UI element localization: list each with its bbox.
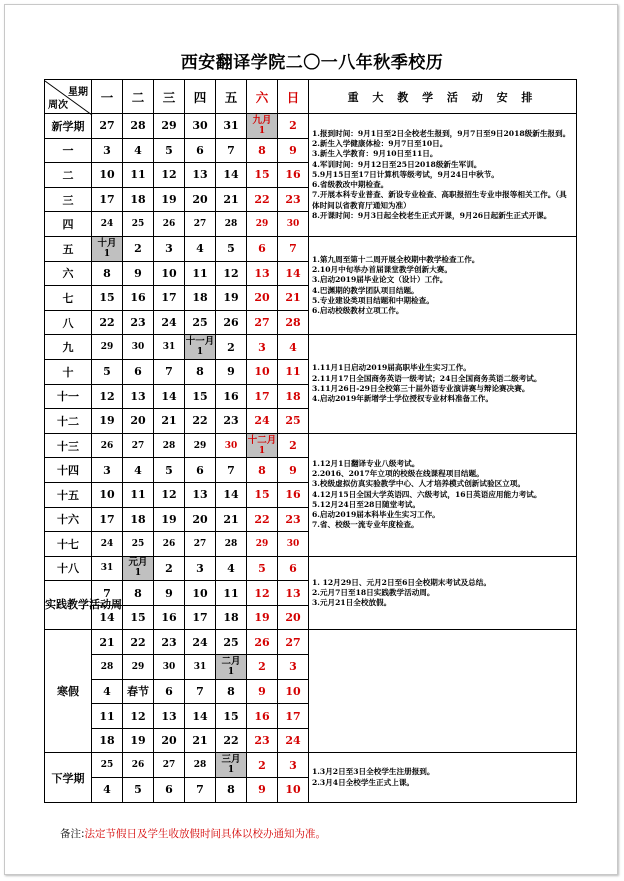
- school-calendar-table: [44, 79, 577, 803]
- day-cell: [92, 236, 123, 261]
- day-cell: 19: [216, 286, 247, 311]
- day-cell: 25: [185, 310, 216, 335]
- activity-notes: [309, 236, 577, 334]
- day-cell: 10: [278, 778, 309, 803]
- day-cell: 10: [247, 359, 278, 384]
- day-cell: 24: [92, 212, 123, 237]
- week-label: 七: [45, 286, 92, 311]
- month-start-day: 1: [196, 347, 204, 358]
- day-cell: 14: [216, 163, 247, 188]
- day-cell: 24: [154, 310, 185, 335]
- day-cell: 30: [278, 212, 309, 237]
- day-cell: 26: [154, 212, 185, 237]
- day-cell: 22: [92, 310, 123, 335]
- day-cell: 15: [185, 384, 216, 409]
- day-cell: 24: [247, 409, 278, 434]
- activity-item: 1.报到时间：9月1日至2日全校老生报到，9月7日至9日2018级新生报到。: [312, 128, 571, 138]
- day-cell: 15: [216, 704, 247, 729]
- day-cell: [185, 335, 216, 360]
- day-cell: 14: [278, 261, 309, 286]
- day-cell: 7: [216, 138, 247, 163]
- day-cell: 17: [92, 187, 123, 212]
- day-cell: 28: [185, 753, 216, 778]
- day-cell: 2: [154, 556, 185, 581]
- day-cell: 20: [185, 507, 216, 532]
- activity-item: 4.12月15日全国大学英语四、六级考试，16日英语应用能力考试。: [312, 489, 542, 499]
- day-cell: 28: [154, 433, 185, 458]
- day-cell: 28: [123, 114, 154, 139]
- day-cell: 22: [185, 409, 216, 434]
- week-label: 下学期: [45, 753, 92, 802]
- day-cell: 15: [92, 286, 123, 311]
- day-cell: 18: [185, 286, 216, 311]
- day-cell: 28: [216, 212, 247, 237]
- activity-item: 2.新生入学健康体检：9月7日至10日。: [312, 138, 448, 148]
- day-cell: 16: [247, 704, 278, 729]
- day-cell: 6: [123, 359, 154, 384]
- week-label: 六: [45, 261, 92, 286]
- day-cell: 17: [154, 286, 185, 311]
- day-cell: 31: [185, 655, 216, 680]
- day-cell: 16: [216, 384, 247, 409]
- day-cell: 4: [123, 138, 154, 163]
- day-cell: 5: [92, 359, 123, 384]
- day-cell: 30: [185, 114, 216, 139]
- activity-item: 4.启动2019年新增学士学位授权专业材料准备工作。: [312, 394, 493, 404]
- month-start-label: 九月: [252, 114, 272, 126]
- month-start-label: 十二月: [247, 434, 277, 446]
- activity-item: 3.新生入学教育：9月10日至11日。: [312, 149, 438, 159]
- day-cell: 4: [123, 458, 154, 483]
- day-cell: 25: [123, 532, 154, 557]
- day-cell: 19: [247, 605, 278, 630]
- day-cell: 23: [123, 310, 154, 335]
- day-cell: 15: [247, 163, 278, 188]
- day-cell: 7: [185, 679, 216, 704]
- corner-weekday-label: 星期: [68, 86, 88, 98]
- day-cell: 7: [278, 236, 309, 261]
- day-cell: 25: [216, 630, 247, 655]
- day-cell: 18: [92, 728, 123, 753]
- week-label: 一: [45, 138, 92, 163]
- day-cell: 30: [278, 532, 309, 557]
- activity-item: 1. 12月29日、元月2日至6日全校期末考试及总结。: [312, 577, 491, 587]
- day-cell: 8: [92, 261, 123, 286]
- week-label: 十三: [45, 433, 92, 458]
- day-cell: 30: [216, 433, 247, 458]
- week-label: 十五: [45, 482, 92, 507]
- day-cell: 27: [278, 630, 309, 655]
- activity-item: 8.开课时间：9月3日起全校老生正式开课，9月26日起新生正式开课。: [312, 211, 552, 221]
- activity-notes: [309, 335, 577, 433]
- header-day: 五: [216, 80, 247, 114]
- activity-item: 4.军训时间：9月12日至25日2018级新生军训。: [312, 159, 482, 169]
- day-cell: 9: [278, 458, 309, 483]
- day-cell: 10: [278, 679, 309, 704]
- week-row: [45, 753, 577, 778]
- day-cell: 21: [92, 630, 123, 655]
- day-cell: 28: [92, 655, 123, 680]
- week-label: 十六: [45, 507, 92, 532]
- day-cell: 23: [154, 630, 185, 655]
- week-label: 四: [45, 212, 92, 237]
- day-cell: 24: [185, 630, 216, 655]
- activity-item: 7.开展本科专业普查、新设专业检查、高职报招生专业申报等相关工作。（具体时间以省教育厅通知为准）: [312, 190, 567, 210]
- day-cell: 28: [216, 532, 247, 557]
- footnote-text: 法定节假日及学生收放假时间具体以校办通知为准。: [84, 828, 327, 840]
- day-cell: 4: [278, 335, 309, 360]
- day-cell: 16: [123, 286, 154, 311]
- day-cell: 22: [123, 630, 154, 655]
- day-cell: 3: [154, 236, 185, 261]
- day-cell: 3: [278, 753, 309, 778]
- day-cell: [216, 753, 247, 778]
- day-cell: 5: [154, 458, 185, 483]
- day-cell: 7: [185, 778, 216, 803]
- week-label: 八: [45, 310, 92, 335]
- day-cell: 15: [247, 482, 278, 507]
- day-cell: 3: [92, 138, 123, 163]
- day-cell: 6: [154, 778, 185, 803]
- day-cell: 11: [278, 359, 309, 384]
- month-start-label: 元月: [128, 557, 148, 569]
- day-cell: 17: [185, 605, 216, 630]
- day-cell: 6: [154, 679, 185, 704]
- day-cell: 8: [216, 679, 247, 704]
- day-cell: 26: [92, 433, 123, 458]
- activity-item: 3.校级虚拟仿真实验教学中心、人才培养模式创新试验区立项。: [312, 479, 525, 489]
- day-cell: 6: [185, 138, 216, 163]
- day-cell: 27: [185, 212, 216, 237]
- day-cell: 23: [278, 187, 309, 212]
- week-label: 十七: [45, 532, 92, 557]
- week-label: 实践教学活动周: [45, 581, 92, 630]
- day-cell: 春节: [123, 679, 154, 704]
- activity-item: 5.9月15日至17日计算机等级考试，9月24日中秋节。: [312, 169, 499, 179]
- day-cell: 5: [123, 778, 154, 803]
- header-day: 六: [247, 80, 278, 114]
- header-day: 四: [185, 80, 216, 114]
- day-cell: 21: [216, 187, 247, 212]
- header-day: 日: [278, 80, 309, 114]
- day-cell: [247, 433, 278, 458]
- activity-item: 3.11月26日-29日全校第三十届外语专业演讲赛与辩论赛决赛。: [312, 384, 530, 394]
- day-cell: 14: [92, 605, 123, 630]
- activity-item: 2.10月中旬举办首届课堂教学创新大赛。: [312, 265, 452, 275]
- day-cell: 6: [185, 458, 216, 483]
- day-cell: 31: [216, 114, 247, 139]
- day-cell: 17: [247, 384, 278, 409]
- day-cell: 29: [123, 655, 154, 680]
- corner-week-label: 周次: [48, 99, 68, 111]
- month-start-day: 1: [134, 568, 142, 579]
- week-label: 二: [45, 163, 92, 188]
- header-day: 三: [154, 80, 185, 114]
- day-cell: 12: [247, 581, 278, 606]
- day-cell: 2: [278, 433, 309, 458]
- day-cell: [216, 655, 247, 680]
- week-label: 十二: [45, 409, 92, 434]
- day-cell: 13: [123, 384, 154, 409]
- month-start-label: 二月: [221, 655, 241, 667]
- day-cell: 17: [278, 704, 309, 729]
- day-cell: 20: [247, 286, 278, 311]
- activity-notes: [309, 753, 577, 802]
- day-cell: [123, 556, 154, 581]
- day-cell: 4: [92, 778, 123, 803]
- day-cell: 17: [92, 507, 123, 532]
- day-cell: 16: [278, 163, 309, 188]
- day-cell: 22: [247, 507, 278, 532]
- footnote-label: 备注:: [60, 828, 85, 840]
- day-cell: 8: [247, 138, 278, 163]
- day-cell: 27: [154, 753, 185, 778]
- day-cell: 30: [123, 335, 154, 360]
- day-cell: 5: [216, 236, 247, 261]
- day-cell: 20: [185, 187, 216, 212]
- day-cell: 7: [154, 359, 185, 384]
- activity-item: 3.启动2019届毕业论文（设计）工作。: [312, 275, 448, 285]
- day-cell: 26: [154, 532, 185, 557]
- month-start-day: 1: [258, 125, 266, 136]
- week-label: 十一: [45, 384, 92, 409]
- day-cell: 22: [247, 187, 278, 212]
- day-cell: 18: [123, 187, 154, 212]
- day-cell: 9: [154, 581, 185, 606]
- month-start-label: 十一月: [185, 336, 215, 348]
- month-start-label: 三月: [221, 754, 241, 766]
- day-cell: 5: [247, 556, 278, 581]
- activity-item: 2.元月7日至18日实践教学活动周。: [312, 587, 435, 597]
- month-start-day: 1: [103, 248, 111, 259]
- day-cell: 10: [185, 581, 216, 606]
- day-cell: 31: [154, 335, 185, 360]
- day-cell: 7: [216, 458, 247, 483]
- week-label: 新学期: [45, 114, 92, 139]
- day-cell: 15: [123, 605, 154, 630]
- day-cell: [247, 114, 278, 139]
- day-cell: 11: [216, 581, 247, 606]
- day-cell: 21: [185, 728, 216, 753]
- day-cell: 27: [185, 532, 216, 557]
- activity-item: 3.元月21日全校放假。: [312, 598, 392, 608]
- activity-item: 1.3月2日至3日全校学生注册报到。: [312, 767, 435, 777]
- month-start-label: 十月: [97, 237, 117, 249]
- day-cell: 18: [278, 384, 309, 409]
- day-cell: 30: [154, 655, 185, 680]
- day-cell: 2: [278, 114, 309, 139]
- day-cell: 14: [185, 704, 216, 729]
- activities-header: 重 大 教 学 活 动 安 排: [309, 80, 577, 114]
- week-row: [45, 236, 577, 261]
- day-cell: 12: [154, 482, 185, 507]
- day-cell: 26: [247, 630, 278, 655]
- day-cell: 26: [123, 753, 154, 778]
- week-label: 五: [45, 236, 92, 261]
- week-label: 十八: [45, 556, 92, 581]
- day-cell: 4: [92, 679, 123, 704]
- day-cell: 13: [185, 163, 216, 188]
- day-cell: 27: [92, 114, 123, 139]
- page-title: 西安翻译学院二〇一八年秋季校历: [180, 53, 444, 73]
- day-cell: 7: [92, 581, 123, 606]
- day-cell: 3: [247, 335, 278, 360]
- day-cell: 10: [154, 261, 185, 286]
- activity-item: 1.12月1日翻译专业八级考试。: [312, 458, 420, 468]
- day-cell: 12: [123, 704, 154, 729]
- week-label: 寒假: [45, 630, 92, 753]
- day-cell: 22: [216, 728, 247, 753]
- day-cell: 20: [154, 728, 185, 753]
- day-cell: 28: [278, 310, 309, 335]
- day-cell: 29: [247, 532, 278, 557]
- activity-item: 5.12月24日至28日随堂考试。: [312, 499, 420, 509]
- activity-notes: [309, 433, 577, 556]
- activity-item: 4.巴渊期的教学团队项目结题。: [312, 285, 419, 295]
- day-cell: 9: [247, 778, 278, 803]
- day-cell: 16: [278, 482, 309, 507]
- day-cell: 8: [216, 778, 247, 803]
- day-cell: 2: [123, 236, 154, 261]
- day-cell: 19: [154, 187, 185, 212]
- day-cell: 11: [185, 261, 216, 286]
- day-cell: 12: [216, 261, 247, 286]
- activity-item: 2.2016、2017年立项的校级在线课程项目结题。: [312, 468, 484, 478]
- day-cell: 3: [92, 458, 123, 483]
- activity-notes: [309, 114, 577, 237]
- day-cell: 2: [247, 655, 278, 680]
- day-cell: 3: [278, 655, 309, 680]
- activity-item: 2.11月17日全国商务英语一级考试；24日全国商务英语二级考试。: [312, 373, 542, 383]
- day-cell: 10: [92, 482, 123, 507]
- activity-item: 6.省级教改中期检查。: [312, 180, 389, 190]
- day-cell: 12: [154, 163, 185, 188]
- activity-notes: [309, 630, 577, 753]
- day-cell: 19: [123, 728, 154, 753]
- day-cell: 5: [154, 138, 185, 163]
- day-cell: 20: [123, 409, 154, 434]
- day-cell: 21: [154, 409, 185, 434]
- day-cell: 29: [185, 433, 216, 458]
- day-cell: 24: [278, 728, 309, 753]
- day-cell: 29: [247, 212, 278, 237]
- activity-notes: [309, 556, 577, 630]
- week-row: [45, 114, 577, 139]
- week-label: 十四: [45, 458, 92, 483]
- day-cell: 11: [123, 163, 154, 188]
- month-start-day: 1: [227, 765, 235, 776]
- activity-item: 2.3月4日全校学生正式上课。: [312, 777, 415, 787]
- day-cell: 27: [247, 310, 278, 335]
- activity-item: 6.启动2019届本科毕业生实习工作。: [312, 510, 440, 520]
- week-row: [45, 556, 577, 581]
- day-cell: 11: [92, 704, 123, 729]
- day-cell: 4: [185, 236, 216, 261]
- day-cell: 23: [216, 409, 247, 434]
- day-cell: 4: [216, 556, 247, 581]
- day-cell: 18: [123, 507, 154, 532]
- day-cell: 2: [247, 753, 278, 778]
- day-cell: 19: [154, 507, 185, 532]
- day-cell: 9: [123, 261, 154, 286]
- day-cell: 10: [92, 163, 123, 188]
- header-day: 一: [92, 80, 123, 114]
- activity-item: 7.省、校级一流专业年度检查。: [312, 520, 419, 530]
- day-cell: 8: [247, 458, 278, 483]
- day-cell: 16: [154, 605, 185, 630]
- day-cell: 14: [154, 384, 185, 409]
- month-start-day: 1: [258, 445, 266, 456]
- header-row: [45, 80, 577, 114]
- day-cell: 23: [247, 728, 278, 753]
- footnote: [60, 826, 326, 841]
- day-cell: 13: [278, 581, 309, 606]
- day-cell: 25: [123, 212, 154, 237]
- day-cell: 3: [185, 556, 216, 581]
- header-day: 二: [123, 80, 154, 114]
- day-cell: 26: [216, 310, 247, 335]
- day-cell: 9: [247, 679, 278, 704]
- month-start-day: 1: [227, 666, 235, 677]
- day-cell: 31: [92, 556, 123, 581]
- day-cell: 25: [92, 753, 123, 778]
- activity-item: 6.启动校级教材立项工作。: [312, 306, 404, 316]
- day-cell: 13: [154, 704, 185, 729]
- week-label: 九: [45, 335, 92, 360]
- day-cell: 14: [216, 482, 247, 507]
- activity-item: 1.11月1日启动2019届高职毕业生实习工作。: [312, 363, 471, 373]
- day-cell: 13: [247, 261, 278, 286]
- week-label: 三: [45, 187, 92, 212]
- week-row: [45, 630, 577, 655]
- week-label: 十: [45, 359, 92, 384]
- day-cell: 2: [216, 335, 247, 360]
- day-cell: 29: [92, 335, 123, 360]
- day-cell: 29: [154, 114, 185, 139]
- week-row: [45, 433, 577, 458]
- day-cell: 9: [278, 138, 309, 163]
- day-cell: 18: [216, 605, 247, 630]
- day-cell: 23: [278, 507, 309, 532]
- day-cell: 6: [247, 236, 278, 261]
- day-cell: 8: [185, 359, 216, 384]
- week-row: [45, 335, 577, 360]
- activity-item: 5.专业建设类项目结题和中期检查。: [312, 295, 434, 305]
- day-cell: 8: [123, 581, 154, 606]
- day-cell: 25: [278, 409, 309, 434]
- day-cell: 6: [278, 556, 309, 581]
- day-cell: 24: [92, 532, 123, 557]
- activity-item: 1.第九周至第十二周开展全校期中教学检查工作。: [312, 254, 480, 264]
- day-cell: 9: [216, 359, 247, 384]
- day-cell: 19: [92, 409, 123, 434]
- header-corner: [45, 80, 92, 114]
- day-cell: 11: [123, 482, 154, 507]
- day-cell: 21: [216, 507, 247, 532]
- day-cell: 27: [123, 433, 154, 458]
- day-cell: 20: [278, 605, 309, 630]
- day-cell: 21: [278, 286, 309, 311]
- day-cell: 12: [92, 384, 123, 409]
- day-cell: 13: [185, 482, 216, 507]
